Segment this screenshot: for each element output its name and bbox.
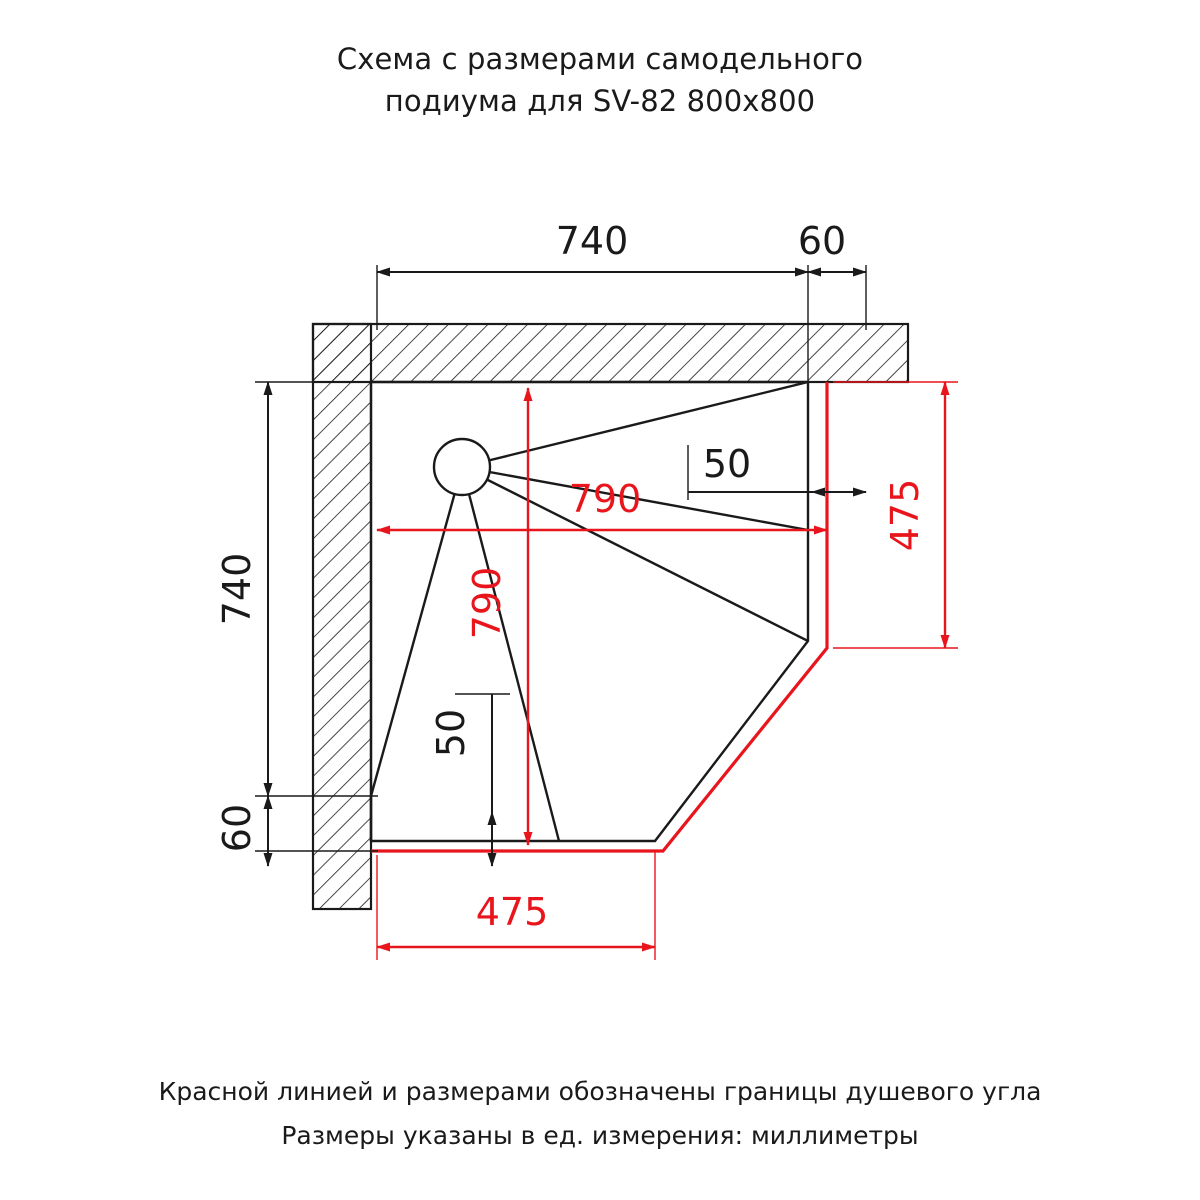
footnote-line-2: Размеры указаны в ед. измерения: миллиметры [281, 1120, 919, 1150]
page-title-line-2: подиума для SV-82 800x800 [384, 84, 816, 119]
dimension-red-475-horizontal [377, 850, 655, 960]
footnotes [0, 1070, 1200, 1158]
dimension-inner-50-horizontal [688, 442, 866, 500]
dimension-label-left-740: 740 [215, 552, 259, 626]
dimension-label-top-740: 740 [555, 219, 629, 263]
dimension-label-inner-50-horizontal: 50 [702, 442, 752, 486]
dimension-label-left-60: 60 [215, 803, 259, 853]
dimension-label-inner-50-vertical: 50 [429, 708, 473, 758]
dimension-label-red-475-horizontal: 475 [475, 890, 549, 934]
dimension-red-475-vertical [833, 382, 958, 648]
pivot-circle [434, 439, 490, 495]
page-title-line-1: Схема с размерами самодельного [336, 42, 864, 76]
dimension-label-red-790-vertical: 790 [465, 566, 509, 640]
footnote-line-1: Красной линией и размерами обозначены границы душевого угла [158, 1077, 1042, 1106]
dimension-label-top-60: 60 [797, 219, 847, 263]
wall-hatching [313, 324, 908, 909]
dimension-label-red-790-horizontal: 790 [568, 477, 642, 521]
dimension-label-red-475-vertical: 475 [883, 478, 927, 552]
